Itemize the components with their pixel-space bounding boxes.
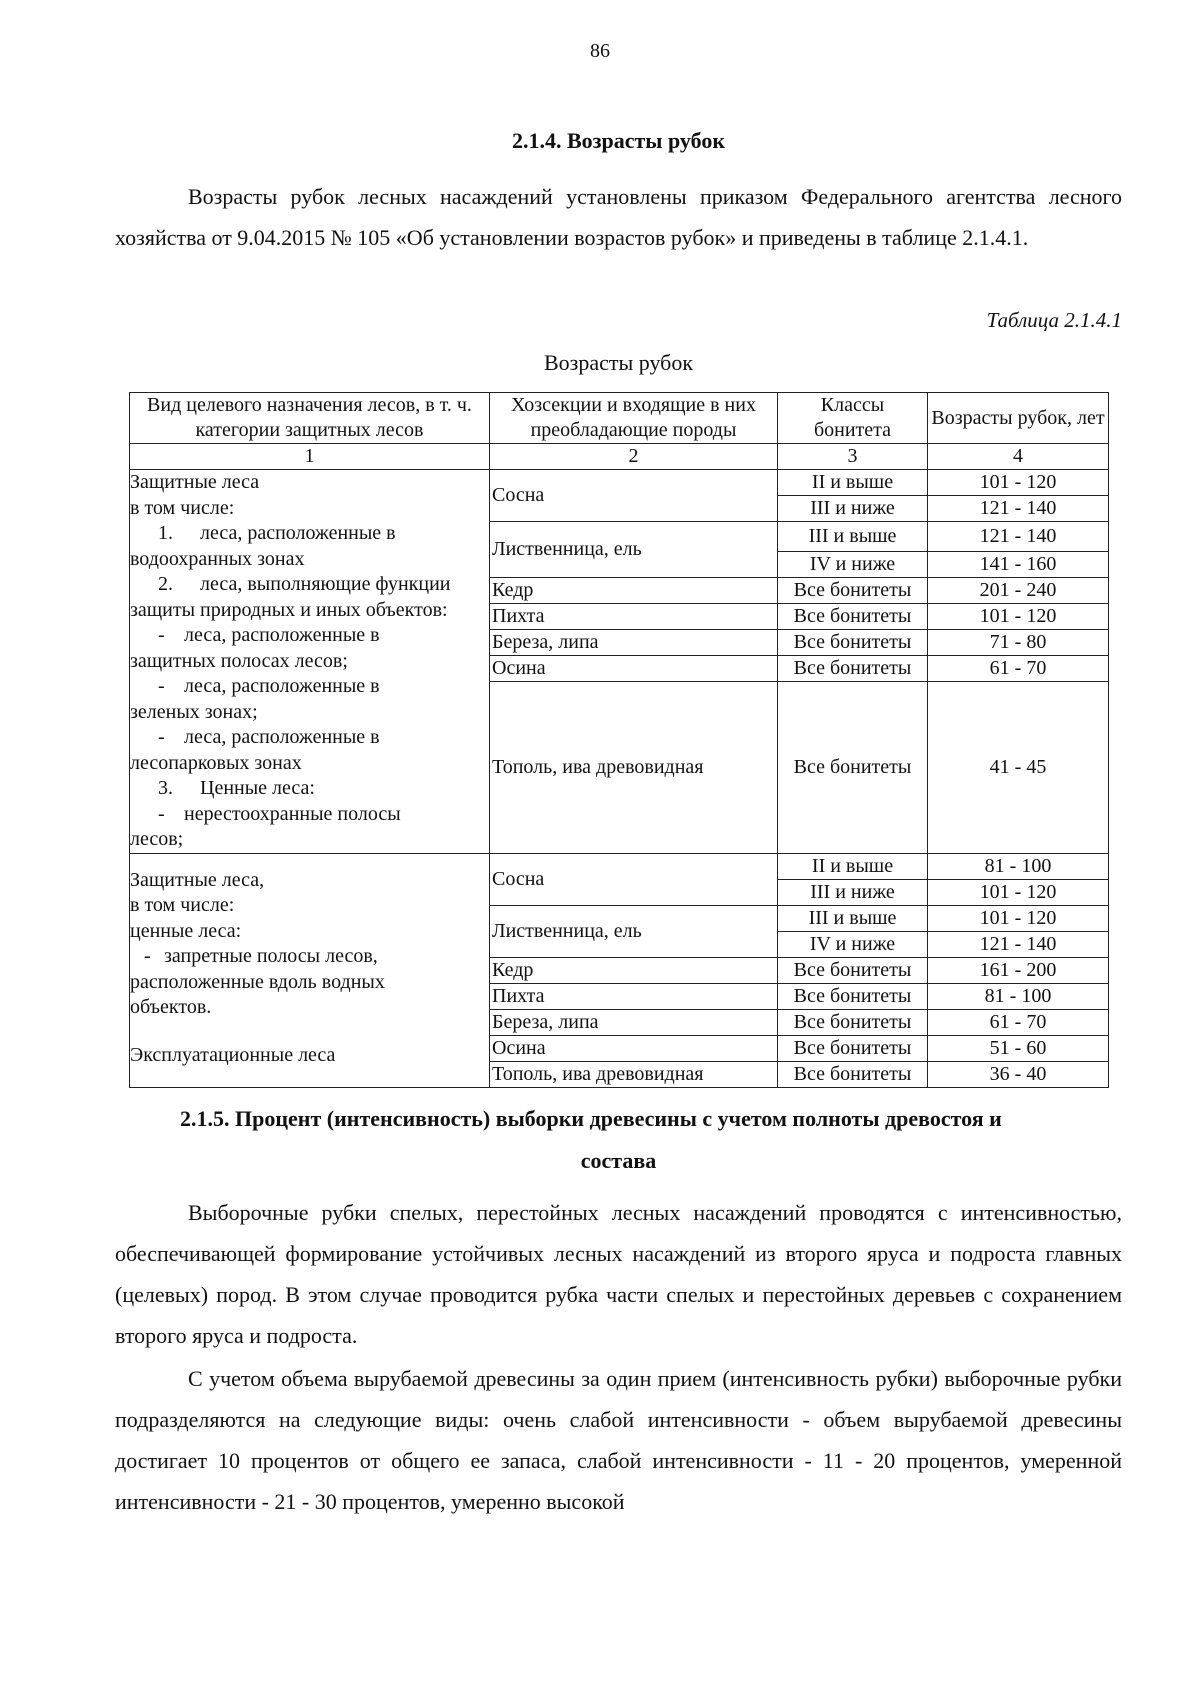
age-cell: 101 - 120 — [928, 470, 1109, 496]
class-cell: Все бонитеты — [778, 681, 928, 853]
desc-line — [130, 572, 489, 598]
desc-line: расположенные вдоль водных — [130, 970, 385, 993]
list-dash: - — [158, 802, 165, 825]
column-number: 2 — [490, 444, 778, 470]
desc-line: водоохранных зонах — [130, 547, 305, 570]
desc-line: защитных полосах лесов; — [130, 649, 348, 672]
desc-line: объектов. — [130, 996, 212, 1018]
species-cell: Береза, липа — [490, 629, 778, 655]
table-caption: Таблица 2.1.4.1 — [986, 308, 1122, 332]
desc-line: в том числе: — [130, 894, 235, 916]
class-cell: Все бонитеты — [778, 629, 928, 655]
class-cell: III и ниже — [778, 496, 928, 522]
class-cell: Все бонитеты — [778, 957, 928, 983]
age-cell: 81 - 100 — [928, 853, 1109, 879]
header-cell: Классы бонитета — [778, 393, 928, 444]
table-body — [130, 393, 1109, 1088]
list-number: 1. — [158, 522, 173, 544]
class-cell: Все бонитеты — [778, 577, 928, 603]
column-number: 3 — [778, 444, 928, 470]
list-dash: - — [158, 624, 165, 646]
species-cell: Кедр — [490, 957, 778, 983]
species-cell: Лиственница, ель — [490, 522, 778, 578]
paragraph-intensity: С учетом объема вырубаемой древесины за один прием (интенсивность рубки) выборочные рубки подразделяются на следующие виды: очень слабой интенсивности - объем вырубаемой древесины достигает 10 процентов от общего ее запаса, слабой интенсивности - 11 - 20 процентов, умеренной интенсивности - 21 - 30 процентов, умеренно высокой — [115, 1366, 1122, 1514]
age-cell: 51 - 60 — [928, 1035, 1109, 1061]
paragraph-selective-cutting: Выборочные рубки спелых, перестойных лесных насаждений проводятся с интенсивностью, обеспечивающей формирование устойчивых лесных насаждений из второго яруса и подроста главных (целевых) пород. В этом случае проводится рубка части спелых и перестойных деревьев с сохранением второго яруса и подроста. — [115, 1200, 1122, 1348]
age-cell: 201 - 240 — [928, 577, 1109, 603]
table-row — [130, 470, 1109, 496]
desc-line — [130, 944, 489, 970]
header-cell: Хозсекции и входящие в них преобладающие породы — [490, 393, 778, 444]
class-cell: Все бонитеты — [778, 1061, 928, 1087]
list-dash: - — [158, 726, 165, 748]
species-cell: Пихта — [490, 983, 778, 1009]
table-header-row — [130, 393, 1109, 444]
column-number: 4 — [928, 444, 1109, 470]
desc-text: Ценные леса: — [200, 777, 315, 799]
species-cell: Осина — [490, 655, 778, 681]
species-cell: Сосна — [490, 853, 778, 905]
class-cell: III и ниже — [778, 879, 928, 905]
page-number: 86 — [590, 40, 610, 62]
class-cell: Все бонитеты — [778, 983, 928, 1009]
species-cell: Тополь, ива древовидная — [490, 681, 778, 853]
age-cell: 101 - 120 — [928, 603, 1109, 629]
class-cell: II и выше — [778, 853, 928, 879]
desc-line: зеленых зонах; — [130, 700, 258, 723]
desc-line: Эксплуатационные леса — [130, 1043, 336, 1066]
desc-line: защиты природных и иных объектов: — [130, 598, 448, 621]
cutting-ages-table — [129, 392, 1109, 1088]
age-cell: 101 - 120 — [928, 879, 1109, 905]
purpose-description-group2 — [130, 853, 490, 1087]
species-cell: Лиственница, ель — [490, 905, 778, 957]
desc-line — [130, 725, 489, 751]
desc-line: ценные леса: — [130, 919, 242, 942]
species-cell: Кедр — [490, 577, 778, 603]
class-cell: III и выше — [778, 905, 928, 931]
class-cell: Все бонитеты — [778, 603, 928, 629]
desc-line: лесов; — [130, 828, 184, 850]
desc-line: Защитные леса, — [130, 868, 265, 891]
desc-text: запретные полосы лесов, — [164, 945, 378, 967]
species-cell: Тополь, ива древовидная — [490, 1061, 778, 1087]
section-heading-2-1-4: 2.1.4. Возрасты рубок — [511, 128, 726, 153]
desc-text: леса, расположенные в — [184, 624, 380, 646]
list-dash: - — [158, 675, 165, 697]
purpose-description-group1 — [130, 470, 490, 854]
age-cell: 121 - 140 — [928, 496, 1109, 522]
desc-text: нерестоохранные полосы — [184, 802, 401, 825]
paragraph-intro: Возрасты рубок лесных насаждений установлены приказом Федерального агентства лесного хозяйства от 9.04.2015 № 105 «Об установлении возрастов рубок» и приведены в таблице 2.1.4.1. — [115, 184, 1122, 250]
age-cell: 121 - 140 — [928, 931, 1109, 957]
desc-line — [130, 802, 489, 828]
column-number: 1 — [130, 444, 490, 470]
desc-text: леса, расположенные в — [184, 675, 380, 697]
desc-line: лесопарковых зонах — [130, 751, 302, 774]
desc-text: леса, выполняющие функции — [200, 573, 451, 595]
age-cell: 61 - 70 — [928, 1009, 1109, 1035]
section-heading-2-1-5-line1: 2.1.5. Процент (интенсивность) выборки древесины с учетом полноты древостоя и — [180, 1106, 1002, 1131]
desc-line — [130, 623, 489, 649]
header-cell: Возрасты рубок, лет — [928, 393, 1109, 444]
class-cell: IV и ниже — [778, 931, 928, 957]
list-dash: - — [144, 945, 151, 967]
class-cell: III и выше — [778, 522, 928, 552]
section-heading-2-1-5-line2: состава — [580, 1148, 657, 1173]
column-number-row — [130, 444, 1109, 470]
species-cell: Пихта — [490, 603, 778, 629]
table-title: Возрасты рубок — [543, 350, 694, 375]
list-number: 2. — [158, 573, 173, 595]
list-number: 3. — [158, 777, 173, 799]
age-cell: 141 - 160 — [928, 551, 1109, 577]
desc-line — [130, 674, 489, 700]
class-cell: Все бонитеты — [778, 655, 928, 681]
table-row — [130, 853, 1109, 879]
desc-line — [130, 521, 489, 547]
desc-line — [130, 776, 489, 802]
age-cell: 61 - 70 — [928, 655, 1109, 681]
age-cell: 71 - 80 — [928, 629, 1109, 655]
header-cell: Вид целевого назначения лесов, в т. ч. категории защитных лесов — [130, 393, 490, 444]
class-cell: IV и ниже — [778, 551, 928, 577]
class-cell: II и выше — [778, 470, 928, 496]
species-cell: Осина — [490, 1035, 778, 1061]
desc-line: в том числе: — [130, 496, 235, 519]
age-cell: 36 - 40 — [928, 1061, 1109, 1087]
desc-text: леса, расположенные в — [200, 522, 396, 544]
age-cell: 41 - 45 — [928, 681, 1109, 853]
species-cell: Береза, липа — [490, 1009, 778, 1035]
age-cell: 161 - 200 — [928, 957, 1109, 983]
age-cell: 81 - 100 — [928, 983, 1109, 1009]
species-cell: Сосна — [490, 470, 778, 522]
age-cell: 101 - 120 — [928, 905, 1109, 931]
class-cell: Все бонитеты — [778, 1035, 928, 1061]
class-cell: Все бонитеты — [778, 1009, 928, 1035]
age-cell: 121 - 140 — [928, 522, 1109, 552]
desc-text: леса, расположенные в — [184, 726, 380, 748]
desc-line: Защитные леса — [130, 471, 260, 493]
